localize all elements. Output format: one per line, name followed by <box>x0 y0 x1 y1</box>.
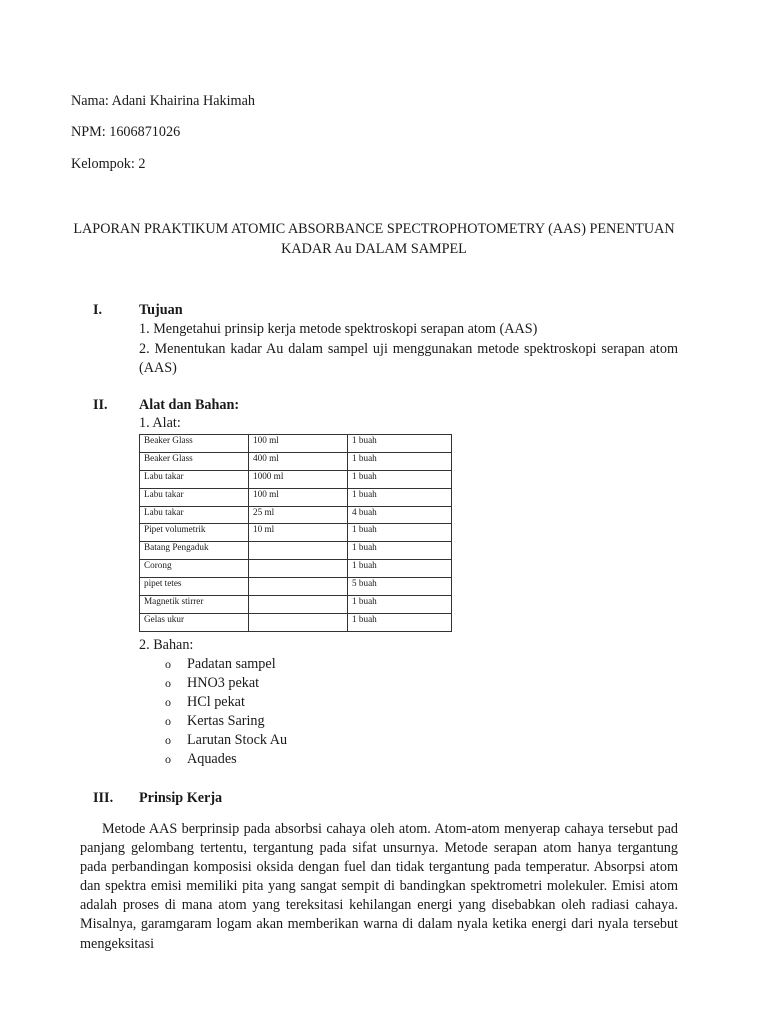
list-item: HNO3 pekat <box>187 675 260 691</box>
section-1-title: Tujuan <box>139 302 183 318</box>
alat-qty-cell: 1 buah <box>348 488 452 506</box>
alat-qty-cell: 1 buah <box>348 435 452 453</box>
alat-name-cell: Beaker Glass <box>140 435 249 453</box>
list-item: Padatan sampel <box>187 656 276 672</box>
alat-size-cell: 1000 ml <box>249 470 348 488</box>
bullet-icon: o <box>165 733 171 747</box>
alat-name-cell: Pipet volumetrik <box>140 524 249 542</box>
alat-name-cell: Batang Pengaduk <box>140 542 249 560</box>
table-row <box>140 596 452 614</box>
alat-name-cell: Labu takar <box>140 470 249 488</box>
section-1-number: I. <box>93 302 103 318</box>
prinsip-paragraph: Metode AAS berprinsip pada absorbsi cahaya oleh atom. Atom-atom menyerap cahaya tersebut pad panjang gelombang tertentu, tergantung pada sifat unsurnya. Metode serapan atom hanya tergantung pada perbandingan komposisi oksida dengan fuel dan tidak tergantung pada temperatur. Absorpsi atom dan spektra emisi memiliki pita yang sangat sempit di bandingkan spektrometri molekuler. Emisi atom adalah proses di mana atom yang tereksitasi kehilangan energi yang disebabkan oleh radiasi cahaya. Misalnya, garamgaram logam akan memberikan warna di dalam nyala ketika energi dari nyala tersebut mengeksitasi <box>80 821 678 952</box>
alat-size-cell <box>249 560 348 578</box>
alat-qty-cell: 1 buah <box>348 542 452 560</box>
table-row <box>140 524 452 542</box>
bullet-icon: o <box>165 714 171 728</box>
alat-size-cell: 25 ml <box>249 506 348 524</box>
alat-name-cell: Corong <box>140 560 249 578</box>
alat-name-cell: Magnetik stirrer <box>140 596 249 614</box>
alat-size-cell: 10 ml <box>249 524 348 542</box>
alat-qty-cell: 1 buah <box>348 613 452 631</box>
alat-size-cell <box>249 613 348 631</box>
alat-qty-cell: 1 buah <box>348 560 452 578</box>
alat-size-cell <box>249 578 348 596</box>
bullet-icon: o <box>165 657 171 671</box>
table-row <box>140 578 452 596</box>
alat-name-cell: Beaker Glass <box>140 452 249 470</box>
alat-name-cell: Gelas ukur <box>140 613 249 631</box>
bahan-label: 2. Bahan: <box>139 637 194 653</box>
table-row <box>140 560 452 578</box>
alat-label: 1. Alat: <box>139 415 181 431</box>
student-name: Nama: Adani Khairina Hakimah <box>71 93 255 109</box>
list-item: HCl pekat <box>187 694 245 710</box>
alat-qty-cell: 1 buah <box>348 524 452 542</box>
section-2-title: Alat dan Bahan: <box>139 397 240 413</box>
table-row <box>140 470 452 488</box>
alat-qty-cell: 4 buah <box>348 506 452 524</box>
list-item: Kertas Saring <box>187 713 265 729</box>
alat-table <box>139 434 452 632</box>
alat-name-cell: Labu takar <box>140 506 249 524</box>
alat-size-cell <box>249 542 348 560</box>
tujuan-item-1: 1. Mengetahui prinsip kerja metode spektroskopi serapan atom (AAS) <box>139 321 538 337</box>
table-row <box>140 613 452 631</box>
section-3-title: Prinsip Kerja <box>139 790 223 806</box>
alat-qty-cell: 1 buah <box>348 470 452 488</box>
alat-qty-cell: 5 buah <box>348 578 452 596</box>
section-2-number: II. <box>93 397 108 413</box>
student-group: Kelompok: 2 <box>71 156 146 172</box>
alat-size-cell: 100 ml <box>249 488 348 506</box>
bullet-icon: o <box>165 752 171 766</box>
section-3-number: III. <box>93 790 114 806</box>
table-row <box>140 506 452 524</box>
alat-name-cell: pipet tetes <box>140 578 249 596</box>
bullet-icon: o <box>165 676 171 690</box>
alat-size-cell <box>249 596 348 614</box>
student-npm: NPM: 1606871026 <box>71 124 181 140</box>
table-row <box>140 452 452 470</box>
table-row <box>140 435 452 453</box>
alat-qty-cell: 1 buah <box>348 452 452 470</box>
alat-qty-cell: 1 buah <box>348 596 452 614</box>
alat-size-cell: 400 ml <box>249 452 348 470</box>
report-title: LAPORAN PRAKTIKUM ATOMIC ABSORBANCE SPECTROPHOTOMETRY (AAS) PENENTUAN KADAR Au DALAM SAMPEL <box>73 221 675 257</box>
list-item: Aquades <box>187 751 237 767</box>
tujuan-item-2: 2. Menentukan kadar Au dalam sampel uji menggunakan metode spektroskopi serapan atom (AAS) <box>139 341 678 376</box>
alat-size-cell: 100 ml <box>249 435 348 453</box>
alat-name-cell: Labu takar <box>140 488 249 506</box>
bullet-icon: o <box>165 695 171 709</box>
table-row <box>140 542 452 560</box>
table-row <box>140 488 452 506</box>
list-item: Larutan Stock Au <box>187 732 288 748</box>
